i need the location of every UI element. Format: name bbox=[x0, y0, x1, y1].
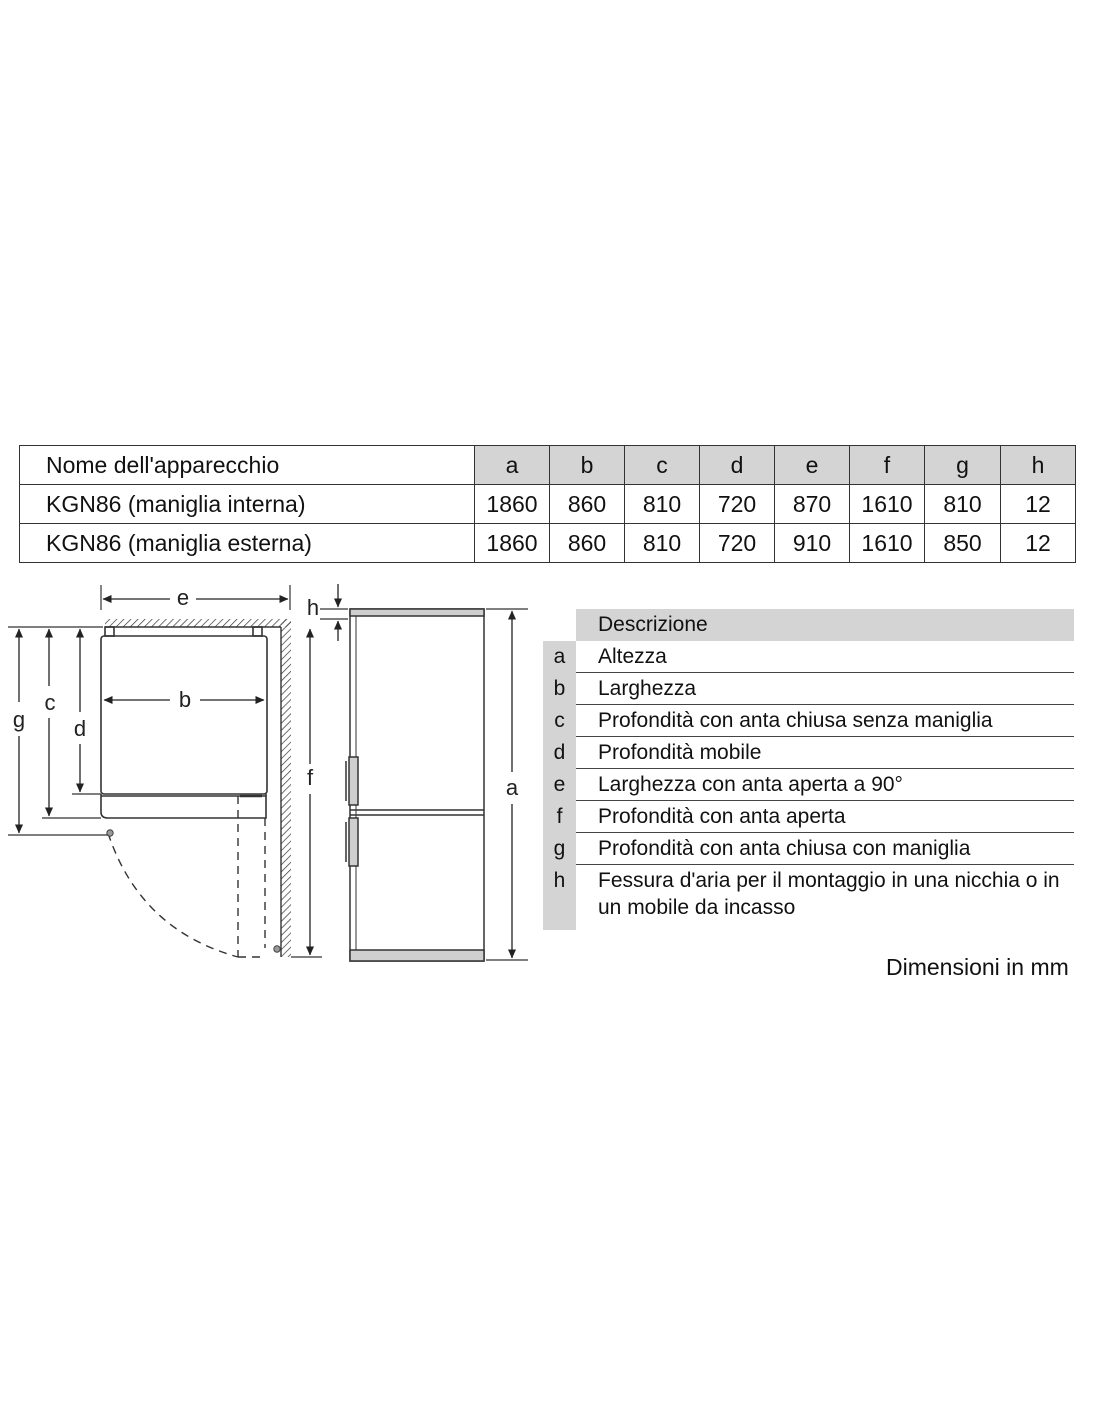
legend-row bbox=[543, 801, 1074, 833]
legend-row bbox=[543, 769, 1074, 801]
table-header-row bbox=[20, 446, 1076, 485]
legend-header-row bbox=[543, 609, 1074, 641]
legend-table bbox=[543, 609, 1074, 930]
legend-desc: Profondità con anta chiusa con maniglia bbox=[576, 833, 1074, 865]
cell-c: 810 bbox=[625, 524, 700, 563]
legend-row bbox=[543, 865, 1074, 931]
label-e: e bbox=[176, 585, 190, 610]
cell-f: 1610 bbox=[850, 524, 925, 563]
cell-h: 12 bbox=[1001, 485, 1076, 524]
fridge-side-view bbox=[350, 609, 484, 961]
legend-desc: Profondità con anta aperta bbox=[576, 801, 1074, 833]
wall-hatching bbox=[105, 619, 291, 957]
legend-desc: Profondità mobile bbox=[576, 737, 1074, 769]
cell-b: 860 bbox=[550, 524, 625, 563]
cell-b: 860 bbox=[550, 485, 625, 524]
legend-desc: Larghezza bbox=[576, 673, 1074, 705]
legend-key: e bbox=[543, 769, 576, 801]
cell-h: 12 bbox=[1001, 524, 1076, 563]
header-h: h bbox=[1001, 446, 1076, 485]
door-swing bbox=[108, 796, 265, 957]
legend-row bbox=[543, 705, 1074, 737]
header-b: b bbox=[550, 446, 625, 485]
legend-key: d bbox=[543, 737, 576, 769]
dimension-diagram bbox=[0, 575, 540, 975]
legend-row bbox=[543, 833, 1074, 865]
label-b: b bbox=[178, 687, 192, 712]
cell-a: 1860 bbox=[475, 485, 550, 524]
cell-d: 720 bbox=[700, 485, 775, 524]
legend-row bbox=[543, 673, 1074, 705]
cell-g: 810 bbox=[925, 485, 1001, 524]
legend-key: a bbox=[543, 641, 576, 673]
legend-header: Descrizione bbox=[576, 609, 1074, 641]
cell-f: 1610 bbox=[850, 485, 925, 524]
cell-model: KGN86 (maniglia esterna) bbox=[20, 524, 475, 563]
table-row bbox=[20, 485, 1076, 524]
header-e: e bbox=[775, 446, 850, 485]
legend-desc: Larghezza con anta aperta a 90° bbox=[576, 769, 1074, 801]
fridge-top-view bbox=[101, 627, 267, 818]
legend-key: b bbox=[543, 673, 576, 705]
legend-key: c bbox=[543, 705, 576, 737]
legend-key: h bbox=[543, 865, 576, 931]
header-appliance-name: Nome dell'apparecchio bbox=[20, 446, 475, 485]
legend-header-blank bbox=[543, 609, 576, 641]
cell-a: 1860 bbox=[475, 524, 550, 563]
header-a: a bbox=[475, 446, 550, 485]
legend-desc: Altezza bbox=[576, 641, 1074, 673]
cell-e: 910 bbox=[775, 524, 850, 563]
label-d: d bbox=[73, 716, 87, 741]
cell-d: 720 bbox=[700, 524, 775, 563]
label-g: g bbox=[12, 707, 26, 732]
header-g: g bbox=[925, 446, 1001, 485]
label-h: h bbox=[306, 595, 320, 620]
legend-desc: Fessura d'aria per il montaggio in una nicchia o in un mobile da incasso bbox=[598, 869, 1060, 919]
cell-g: 850 bbox=[925, 524, 1001, 563]
label-f: f bbox=[306, 765, 314, 790]
cell-c: 810 bbox=[625, 485, 700, 524]
header-c: c bbox=[625, 446, 700, 485]
header-d: d bbox=[700, 446, 775, 485]
legend-key: g bbox=[543, 833, 576, 865]
legend-key: f bbox=[543, 801, 576, 833]
legend-row bbox=[543, 737, 1074, 769]
cell-model: KGN86 (maniglia interna) bbox=[20, 485, 475, 524]
header-f: f bbox=[850, 446, 925, 485]
legend-desc: Profondità con anta chiusa senza maniglia bbox=[576, 705, 1074, 737]
hinge-bottom bbox=[274, 946, 280, 952]
label-c: c bbox=[44, 690, 56, 715]
table-row bbox=[20, 524, 1076, 563]
legend-row bbox=[543, 641, 1074, 673]
units-note: Dimensioni in mm bbox=[886, 954, 1069, 980]
cell-e: 870 bbox=[775, 485, 850, 524]
label-a: a bbox=[505, 775, 519, 800]
dimensions-table bbox=[19, 445, 1076, 563]
